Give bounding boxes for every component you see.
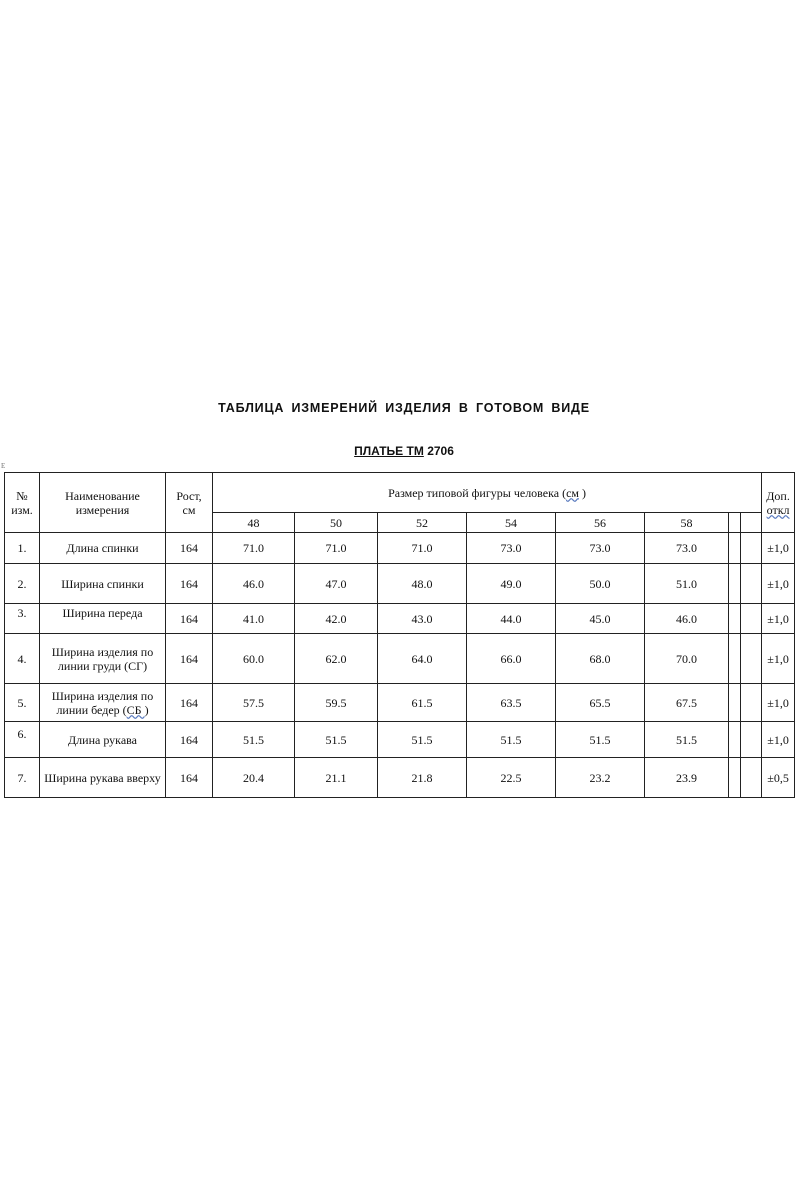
empty-cell <box>729 758 741 798</box>
row-value: 42.0 <box>295 604 378 634</box>
empty-cell <box>741 722 762 758</box>
row-value: 51.5 <box>467 722 556 758</box>
row-name: Длина рукава <box>40 722 166 758</box>
row-value: 57.5 <box>213 684 295 722</box>
table-row <box>5 533 795 564</box>
product-title <box>0 444 800 458</box>
row-value: 73.0 <box>556 533 645 564</box>
row-name: Ширина рукава вверху <box>40 758 166 798</box>
row-value: 68.0 <box>556 634 645 684</box>
size-header: 48 <box>213 513 295 533</box>
row-value: 64.0 <box>378 634 467 684</box>
header-row-1 <box>5 473 795 513</box>
row-value: 41.0 <box>213 604 295 634</box>
size-header: 58 <box>645 513 729 533</box>
row-value: 71.0 <box>295 533 378 564</box>
row-value: 21.1 <box>295 758 378 798</box>
row-value: 23.2 <box>556 758 645 798</box>
row-height: 164 <box>166 684 213 722</box>
col-header-height <box>166 473 213 533</box>
row-value: 51.5 <box>378 722 467 758</box>
row-tolerance: ±1,0 <box>762 722 795 758</box>
col-header-height-line2: см <box>182 502 196 517</box>
row-value: 21.8 <box>378 758 467 798</box>
row-value: 73.0 <box>467 533 556 564</box>
row-height: 164 <box>166 722 213 758</box>
row-value: 65.5 <box>556 684 645 722</box>
row-tolerance: ±1,0 <box>762 634 795 684</box>
empty-cell <box>741 634 762 684</box>
empty-cell <box>741 604 762 634</box>
row-value: 61.5 <box>378 684 467 722</box>
row-name: Длина спинки <box>40 533 166 564</box>
product-prefix: ПЛАТЬЕ ТМ <box>354 444 424 458</box>
corner-marker: E <box>1 462 6 470</box>
row-name-text: Ширина переда <box>62 605 143 620</box>
empty-header <box>729 513 741 533</box>
empty-cell <box>741 758 762 798</box>
row-value: 51.5 <box>556 722 645 758</box>
page-title: ТАБЛИЦА ИЗМЕРЕНИЙ ИЗДЕЛИЯ В ГОТОВОМ ВИДЕ <box>218 401 590 415</box>
table-row <box>5 634 795 684</box>
row-value: 50.0 <box>556 564 645 604</box>
row-height: 164 <box>166 758 213 798</box>
row-height: 164 <box>166 604 213 634</box>
row-num: 5. <box>5 684 40 722</box>
row-tolerance: ±1,0 <box>762 533 795 564</box>
table-row <box>5 564 795 604</box>
row-num: 4. <box>5 634 40 684</box>
row-value: 22.5 <box>467 758 556 798</box>
size-group-suffix: ) <box>579 485 586 500</box>
empty-cell <box>729 604 741 634</box>
row-value: 51.5 <box>295 722 378 758</box>
row-value: 70.0 <box>645 634 729 684</box>
row-value: 67.5 <box>645 684 729 722</box>
row-value: 63.5 <box>467 684 556 722</box>
row-value: 71.0 <box>378 533 467 564</box>
table-row <box>5 604 795 634</box>
row-name: Ширина изделия по линии груди (СГ) <box>40 634 166 684</box>
row-name: Ширина изделия по линии бедер (СБ ) <box>40 684 166 722</box>
row-value: 47.0 <box>295 564 378 604</box>
row-tolerance: ±1,0 <box>762 604 795 634</box>
row-height: 164 <box>166 533 213 564</box>
row-name: Ширина спинки <box>40 564 166 604</box>
size-header: 56 <box>556 513 645 533</box>
col-header-size-group <box>213 473 762 513</box>
table-row <box>5 684 795 722</box>
row-height: 164 <box>166 564 213 604</box>
col-header-name-line1: Наименование <box>65 488 140 503</box>
row-num-text: 3. <box>17 605 27 620</box>
empty-cell <box>741 684 762 722</box>
col-header-name <box>40 473 166 533</box>
size-header: 52 <box>378 513 467 533</box>
empty-cell <box>729 722 741 758</box>
row-num <box>5 722 40 758</box>
row-value: 51.0 <box>645 564 729 604</box>
size-header: 54 <box>467 513 556 533</box>
empty-cell <box>729 533 741 564</box>
empty-header <box>741 513 762 533</box>
row-value: 43.0 <box>378 604 467 634</box>
col-header-tolerance-line1: Доп. <box>766 488 790 503</box>
row-value: 23.9 <box>645 758 729 798</box>
size-header: 50 <box>295 513 378 533</box>
row-name <box>40 604 166 634</box>
row-num: 1. <box>5 533 40 564</box>
row-value: 46.0 <box>645 604 729 634</box>
row-num-text: 6. <box>17 726 27 741</box>
product-code: 2706 <box>427 444 454 458</box>
row-value: 49.0 <box>467 564 556 604</box>
size-group-unit: см <box>566 485 579 500</box>
empty-cell <box>729 634 741 684</box>
row-height: 164 <box>166 634 213 684</box>
row-value: 60.0 <box>213 634 295 684</box>
col-header-tolerance-line2: откл <box>766 502 790 517</box>
col-header-height-line1: Рост, <box>176 488 202 503</box>
row-value: 59.5 <box>295 684 378 722</box>
empty-cell <box>741 533 762 564</box>
row-tolerance: ±1,0 <box>762 684 795 722</box>
row-num: 2. <box>5 564 40 604</box>
row-value: 62.0 <box>295 634 378 684</box>
row-value: 51.5 <box>213 722 295 758</box>
row-value: 20.4 <box>213 758 295 798</box>
row-value: 44.0 <box>467 604 556 634</box>
row-value: 71.0 <box>213 533 295 564</box>
col-header-num: № изм. <box>5 473 40 533</box>
row-value: 45.0 <box>556 604 645 634</box>
row-value: 73.0 <box>645 533 729 564</box>
row-value: 48.0 <box>378 564 467 604</box>
empty-cell <box>729 684 741 722</box>
table-row <box>5 758 795 798</box>
row-tolerance: ±0,5 <box>762 758 795 798</box>
col-header-name-line2: измерения <box>75 502 130 517</box>
measurements-table <box>4 472 795 798</box>
empty-cell <box>729 564 741 604</box>
row-value: 51.5 <box>645 722 729 758</box>
col-header-tolerance <box>762 473 795 533</box>
abbr-sb: СБ <box>126 702 145 717</box>
size-group-prefix: Размер типовой фигуры человека ( <box>388 485 567 500</box>
row-value: 46.0 <box>213 564 295 604</box>
table-row <box>5 722 795 758</box>
row-tolerance: ±1,0 <box>762 564 795 604</box>
row-num <box>5 604 40 634</box>
row-value: 66.0 <box>467 634 556 684</box>
row-num: 7. <box>5 758 40 798</box>
empty-cell <box>741 564 762 604</box>
